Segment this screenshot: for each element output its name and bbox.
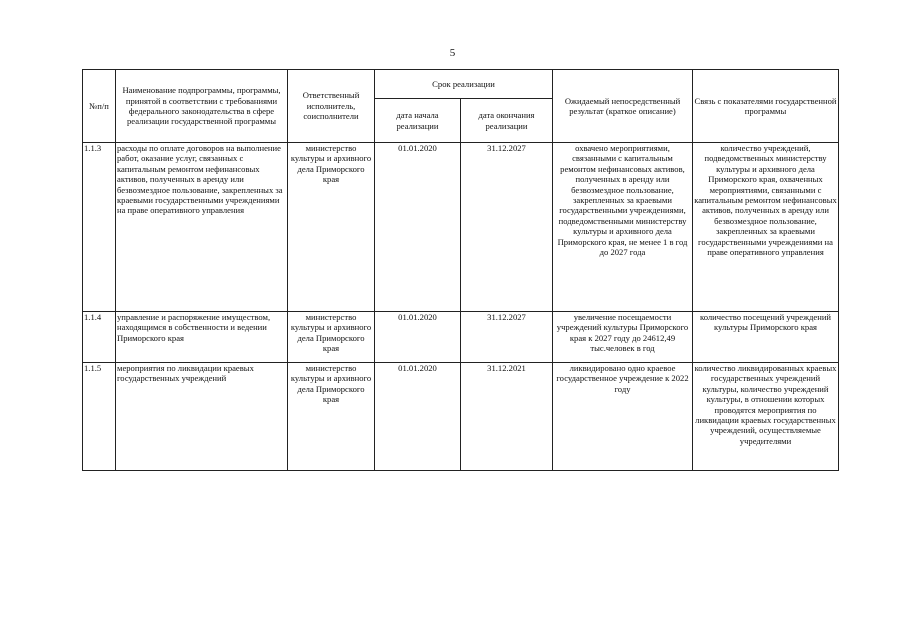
row-num: 1.1.3 <box>83 143 116 312</box>
header-start: дата начала реализации <box>375 99 461 143</box>
header-link: Связь с показателями государственной программы <box>693 70 839 143</box>
header-name: Наименование подпрограммы, программы, принятой в соответствии с требованиями федерального законодательства в сфере реализации государственной программы <box>116 70 288 143</box>
row-name: мероприятия по ликвидации краевых государственных учреждений <box>116 363 288 471</box>
page-number: 5 <box>449 47 456 59</box>
header-period: Срок реализации <box>375 70 553 99</box>
row-end: 31.12.2027 <box>461 143 553 312</box>
program-table <box>82 69 839 471</box>
row-name: управление и распоряжение имуществом, находящимся в собственности и ведении Приморского края <box>116 312 288 363</box>
header-row <box>83 70 839 99</box>
row-end: 31.12.2027 <box>461 312 553 363</box>
row-result: охвачено мероприятиями, связанными с капитальным ремонтом нефинансовых активов, полученных в аренду или безвозмездное пользование, закрепленных за краевыми государственными учреждениями, подведомственными министерству культуры и архивного дела Приморского края, не менее 1 в год до 2027 года <box>553 143 693 312</box>
header-result: Ожидаемый непосредственный результат (краткое описание) <box>553 70 693 143</box>
row-link: количество учреждений, подведомственных министерству культуры и архивного дела Приморского края, охваченных мероприятиями, связанными с капитальным ремонтом нефинансовых активов, полученных в аренду или безвозмездное пользование, закрепленных за краевыми государственными учреждениями на праве оперативного управления <box>693 143 839 312</box>
row-executor: министерство культуры и архивного дела Приморского края <box>288 312 375 363</box>
row-end: 31.12.2021 <box>461 363 553 471</box>
header-executor: Ответственный исполнитель, соисполнители <box>288 70 375 143</box>
row-executor: министерство культуры и архивного дела Приморского края <box>288 143 375 312</box>
row-name: расходы по оплате договоров на выполнение работ, оказание услуг, связанных с капитальным ремонтом нефинансовых активов, полученных в аренду или безвозмездное пользование, закрепленных за краевыми государственными учреждениями на праве оперативного управления <box>116 143 288 312</box>
row-start: 01.01.2020 <box>375 312 461 363</box>
row-link: количество посещений учреждений культуры Приморского края <box>693 312 839 363</box>
row-start: 01.01.2020 <box>375 143 461 312</box>
row-executor: министерство культуры и архивного дела Приморского края <box>288 363 375 471</box>
header-num: №п/п <box>83 70 116 143</box>
row-link: количество ликвидированных краевых государственных учреждений культуры, количество учреждений культуры, в отношении которых проводятся мероприятия по ликвидации краевых государственных учреждений, осуществляемые учредителями <box>693 363 839 471</box>
row-num: 1.1.4 <box>83 312 116 363</box>
row-result: увеличение посещаемости учреждений культуры Приморского края к 2027 году до 24612,49 тыс.человек в год <box>553 312 693 363</box>
row-start: 01.01.2020 <box>375 363 461 471</box>
table-row <box>83 312 839 363</box>
row-result: ликвидировано одно краевое государственное учреждение к 2022 году <box>553 363 693 471</box>
table-row <box>83 143 839 312</box>
table-row <box>83 363 839 471</box>
row-num: 1.1.5 <box>83 363 116 471</box>
header-end: дата окончания реализации <box>461 99 553 143</box>
